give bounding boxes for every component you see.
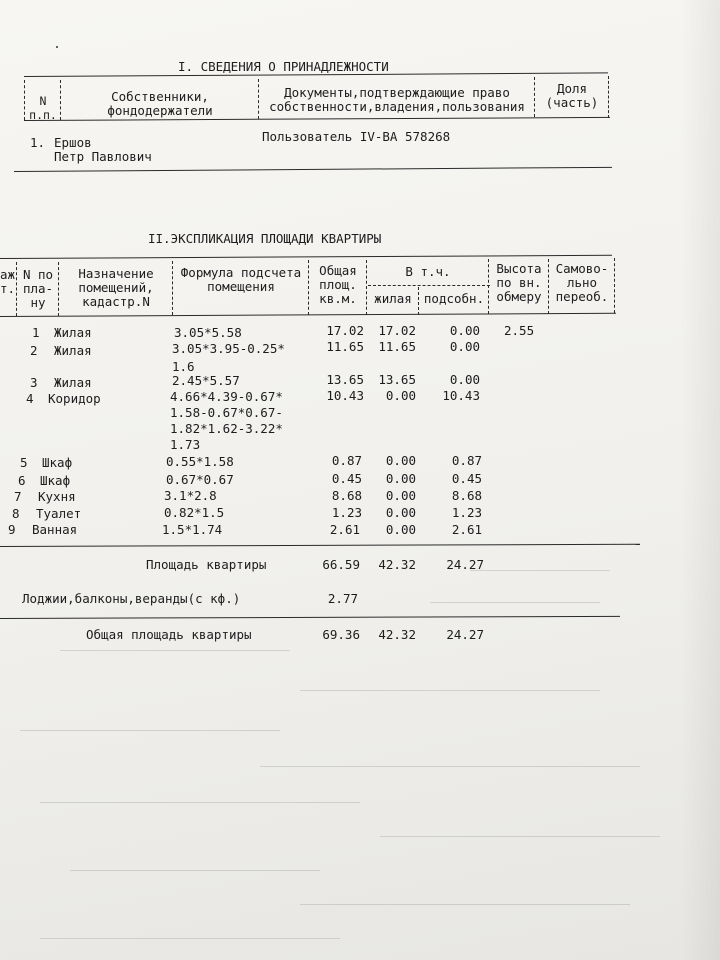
row-total: 0.45 <box>331 471 362 486</box>
s2-header-incl: В т.ч. <box>405 264 451 279</box>
row-name: Коридор <box>48 391 101 406</box>
row-formula: 3.1*2.8 <box>164 488 217 503</box>
row-formula: 1.82*1.62-3.22* <box>170 421 283 436</box>
row-total: 10.43 <box>326 388 364 403</box>
row-formula: 3.05*3.95-0.25* <box>172 341 285 356</box>
stray-dot <box>56 46 58 48</box>
row-formula: 1.73 <box>170 437 201 452</box>
row-num: 8 <box>12 506 20 521</box>
s2-vline <box>614 258 615 313</box>
owner-document: Пользователь IV-ВА 578268 <box>262 129 451 144</box>
row-living: 11.65 <box>378 339 416 354</box>
row-living: 0.00 <box>385 488 416 503</box>
total-area-rule <box>0 616 620 619</box>
row-living: 0.00 <box>385 505 416 520</box>
row-aux: 0.45 <box>451 471 482 486</box>
row-aux: 0.87 <box>451 453 482 468</box>
s1-end-rule <box>14 167 612 172</box>
row-name: Кухня <box>38 489 76 504</box>
s2-header-purpose: помещений, <box>78 280 154 295</box>
row-num: 4 <box>26 391 34 406</box>
s2-header-purpose: Назначение <box>78 266 154 281</box>
row-living: 0.00 <box>385 471 416 486</box>
s2-vline <box>172 261 173 315</box>
row-name: Жилая <box>54 325 92 340</box>
s1-header-num: п.п. <box>29 108 57 122</box>
s2-header-self: льно <box>566 275 598 290</box>
s2-incl-rule <box>368 285 490 286</box>
s2-header-floor: т. <box>0 281 16 296</box>
row-formula: 3.05*5.58 <box>174 325 242 340</box>
owner-name: Петр Павлович <box>54 149 152 164</box>
s1-vline <box>534 77 535 117</box>
row-living: 17.02 <box>378 323 416 338</box>
owner-num: 1. <box>30 135 46 150</box>
s2-header-total: кв.м. <box>319 291 357 306</box>
s1-vline <box>24 80 25 120</box>
row-num: 9 <box>8 522 16 537</box>
s2-header-aux: подсобн. <box>423 291 485 306</box>
row-num: 5 <box>20 455 28 470</box>
row-total: 11.65 <box>326 339 364 354</box>
s2-header-formula: помещения <box>207 279 275 294</box>
row-formula: 0.82*1.5 <box>164 505 225 520</box>
row-num: 2 <box>30 343 38 358</box>
s1-header-share: Доля <box>556 81 588 96</box>
row-name: Ванная <box>32 522 78 537</box>
apartment-area-living: 42.32 <box>378 557 416 572</box>
row-living: 13.65 <box>378 372 416 387</box>
row-aux: 0.00 <box>449 372 480 387</box>
loggias-label: Лоджии,балконы,веранды(с кф.) <box>22 591 241 606</box>
s2-header-total: Общая <box>319 263 357 278</box>
row-aux: 10.43 <box>442 388 480 403</box>
s1-header-owners: фондодержатели <box>107 103 213 118</box>
row-formula: 1.6 <box>172 359 195 374</box>
s1-header-num: N <box>39 94 47 108</box>
row-total: 0.87 <box>331 453 362 468</box>
apartment-area-aux: 24.27 <box>446 557 484 572</box>
row-living: 0.00 <box>385 453 416 468</box>
row-total: 8.68 <box>331 488 362 503</box>
row-aux: 8.68 <box>451 488 482 503</box>
s2-header-purpose: кадастр.N <box>82 294 150 309</box>
s2-header-self: переоб. <box>555 289 609 304</box>
totals-rule <box>0 544 640 547</box>
total-area-living: 42.32 <box>378 627 416 642</box>
row-num: 3 <box>30 375 38 390</box>
s2-vline <box>366 260 367 315</box>
s1-header-share: (часть) <box>545 95 599 110</box>
apartment-area-label: Площадь квартиры <box>146 557 267 572</box>
row-formula: 0.67*0.67 <box>166 472 234 487</box>
total-area-label: Общая площадь квартиры <box>86 627 252 642</box>
section1-title: I. СВЕДЕНИЯ О ПРИНАДЛЕЖНОСТИ <box>178 59 389 74</box>
row-total: 1.23 <box>331 505 362 520</box>
row-total: 2.61 <box>329 522 360 537</box>
row-num: 6 <box>18 473 26 488</box>
s1-header-docs: собственности,владения,пользования <box>269 99 525 114</box>
row-name: Шкаф <box>40 473 71 488</box>
s2-header-self: Самово- <box>555 261 609 276</box>
row-living: 0.00 <box>385 388 416 403</box>
total-area-aux: 24.27 <box>446 627 484 642</box>
s2-header-height: Высота <box>496 261 542 276</box>
row-name: Туалет <box>36 506 82 521</box>
row-aux: 0.00 <box>449 339 480 354</box>
row-formula: 1.5*1.74 <box>162 522 223 537</box>
owner-surname: Ершов <box>54 135 92 150</box>
row-aux: 0.00 <box>449 323 480 338</box>
loggias-total: 2.77 <box>327 591 358 606</box>
s2-header-living: жилая <box>374 291 412 306</box>
row-total: 17.02 <box>326 323 364 338</box>
row-num: 7 <box>14 489 22 504</box>
s2-top-rule <box>0 255 612 259</box>
row-living: 0.00 <box>385 522 416 537</box>
row-formula: 2.45*5.57 <box>172 373 240 388</box>
apartment-area-total: 66.59 <box>322 557 360 572</box>
row-name: Жилая <box>54 343 92 358</box>
s2-vline <box>548 259 549 314</box>
s2-header-height: по вн. <box>496 275 542 290</box>
s2-vline <box>418 287 419 315</box>
row-formula: 1.58-0.67*0.67- <box>170 405 283 420</box>
s2-vline <box>308 260 309 315</box>
total-area-total: 69.36 <box>322 627 360 642</box>
row-aux: 1.23 <box>451 505 482 520</box>
s2-vline <box>58 262 59 316</box>
row-name: Жилая <box>54 375 92 390</box>
section2-title: II.ЭКСПЛИКАЦИЯ ПЛОЩАДИ КВАРТИРЫ <box>148 231 382 246</box>
s2-header-plan: пла- <box>22 281 54 296</box>
s2-header-plan: ну <box>30 295 46 310</box>
s2-header-height: обмеру <box>496 289 542 304</box>
row-num: 1 <box>32 325 40 340</box>
s1-header-docs: Документы,подтверждающие право <box>284 85 510 100</box>
row-height: 2.55 <box>504 323 535 338</box>
row-formula: 0.55*1.58 <box>166 454 234 469</box>
s2-header-total: площ. <box>319 277 357 292</box>
row-formula: 4.66*4.39-0.67* <box>170 389 283 404</box>
s1-vline <box>258 79 259 119</box>
s2-header-formula: Формула подсчета <box>180 265 302 280</box>
s2-vline <box>16 262 17 316</box>
row-aux: 2.61 <box>451 522 482 537</box>
s1-vline <box>60 80 61 120</box>
s2-header-plan: N по <box>22 267 54 282</box>
s1-header-owners: Собственники, <box>111 89 209 104</box>
page-edge-shadow <box>680 0 720 960</box>
s1-vline <box>608 76 609 118</box>
row-total: 13.65 <box>326 372 364 387</box>
row-name: Шкаф <box>42 455 73 470</box>
s2-vline <box>488 259 489 314</box>
s2-header-floor: аж <box>0 267 16 282</box>
